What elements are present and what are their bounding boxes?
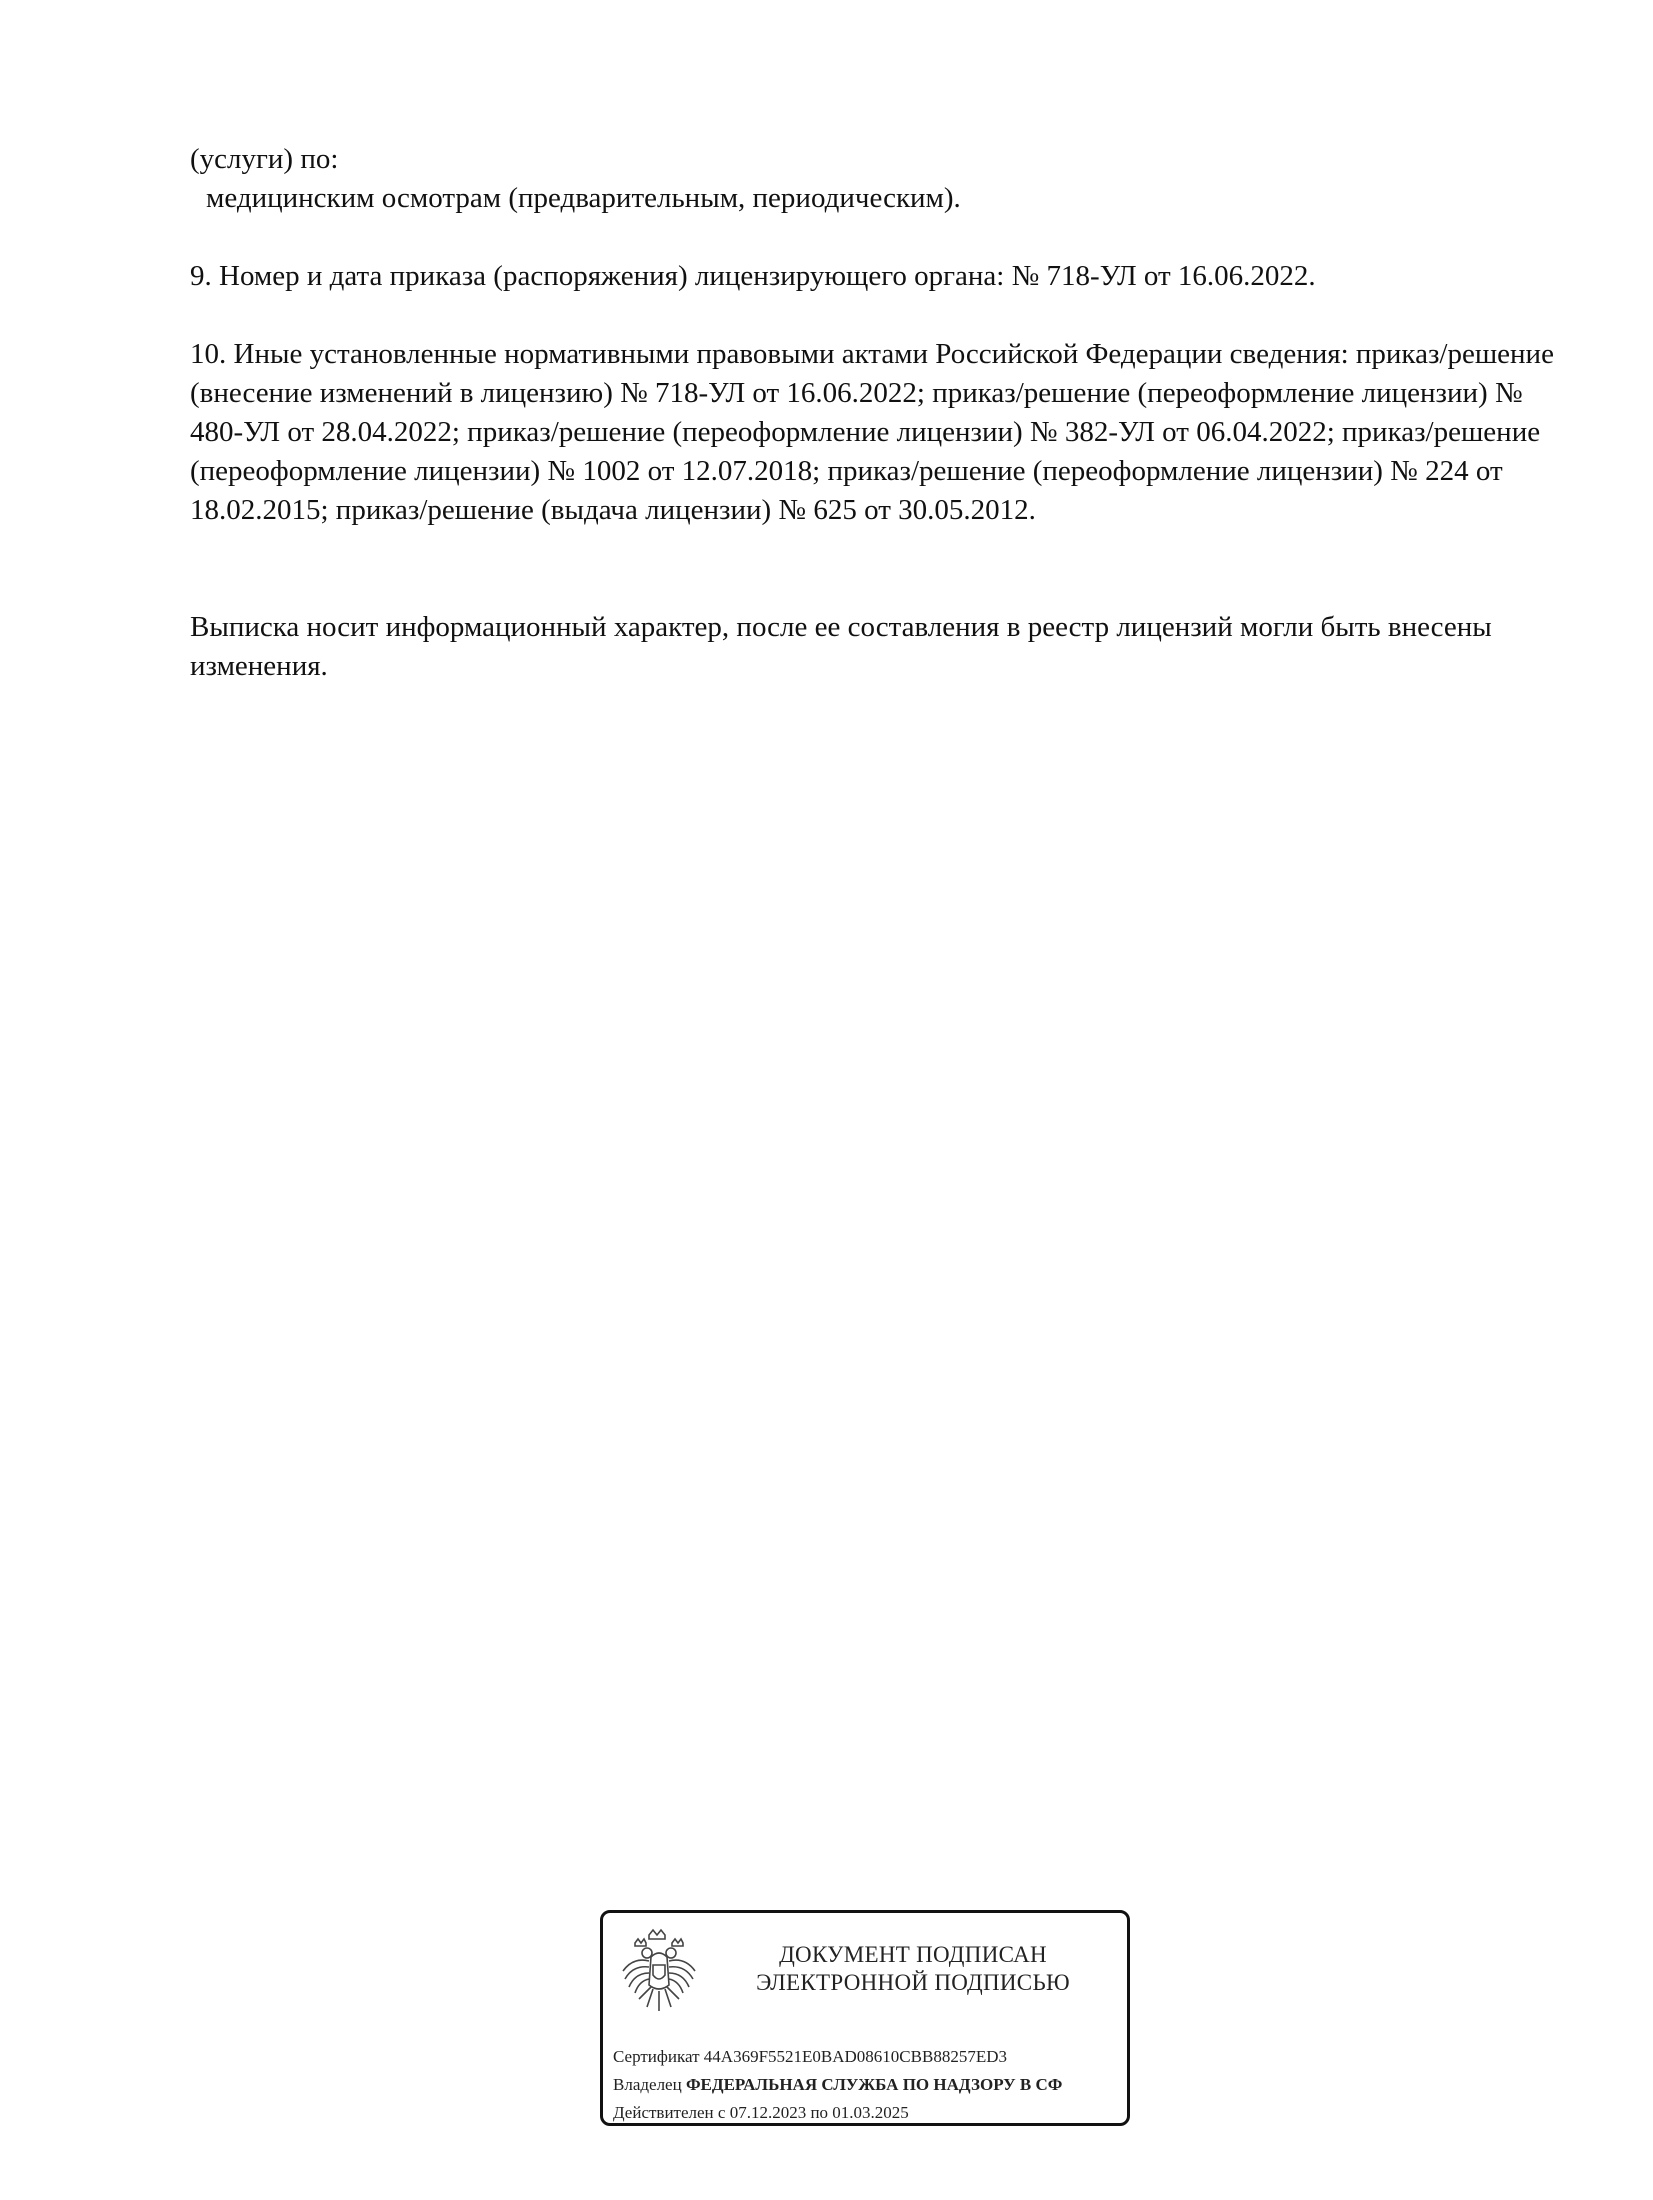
coat-of-arms-icon bbox=[617, 1927, 701, 2019]
intro-line-2: медицинским осмотрам (предварительным, периодическим). bbox=[206, 182, 961, 214]
owner-value: ФЕДЕРАЛЬНАЯ СЛУЖБА ПО НАДЗОРУ В СФ bbox=[685, 2075, 1063, 2094]
item-9-order-number: 9. Номер и дата приказа (распоряжения) лицензирующего органа: № 718-УЛ от 16.06.2022. bbox=[190, 260, 1316, 292]
stamp-title-line-2: ЭЛЕКТРОННОЙ ПОДПИСЬЮ bbox=[756, 1970, 1070, 1995]
owner-line bbox=[613, 2074, 1062, 2096]
validity-period: Действителен с 07.12.2023 по 01.03.2025 bbox=[613, 2103, 909, 2122]
stamp-title-line-1: ДОКУМЕНТ ПОДПИСАН bbox=[779, 1942, 1047, 1967]
electronic-signature-stamp bbox=[600, 1910, 1130, 2126]
owner-label: Владелец bbox=[613, 2075, 682, 2094]
certificate-value: 44A369F5521E0BAD08610CBB88257ED3 bbox=[703, 2047, 1007, 2066]
stamp-title bbox=[713, 1941, 1113, 1997]
certificate-label: Сертификат bbox=[613, 2047, 700, 2066]
intro-line-1: (услуги) по: bbox=[190, 143, 339, 175]
item-10-other-details: 10. Иные установленные нормативными правовыми актами Российской Федерации сведения: приказ/решение (внесение изменений в лицензию) № 718-УЛ от 16.06.2022; приказ/решение (переоформление лицензии) № 480-УЛ от 28.04.2022; приказ/решение (переоформление лицензии) № 382-УЛ от 06.04.2022; приказ/решение (переоформление лицензии) № 1002 от 12.07.2018; приказ/решение (переоформление лицензии) № 224 от 18.02.2015; приказ/решение (выдача лицензии) № 625 от 30.05.2012. bbox=[190, 338, 1554, 526]
certificate-line bbox=[613, 2046, 1007, 2068]
informational-notice: Выписка носит информационный характер, после ее составления в реестр лицензий могли быть внесены изменения. bbox=[190, 611, 1492, 682]
